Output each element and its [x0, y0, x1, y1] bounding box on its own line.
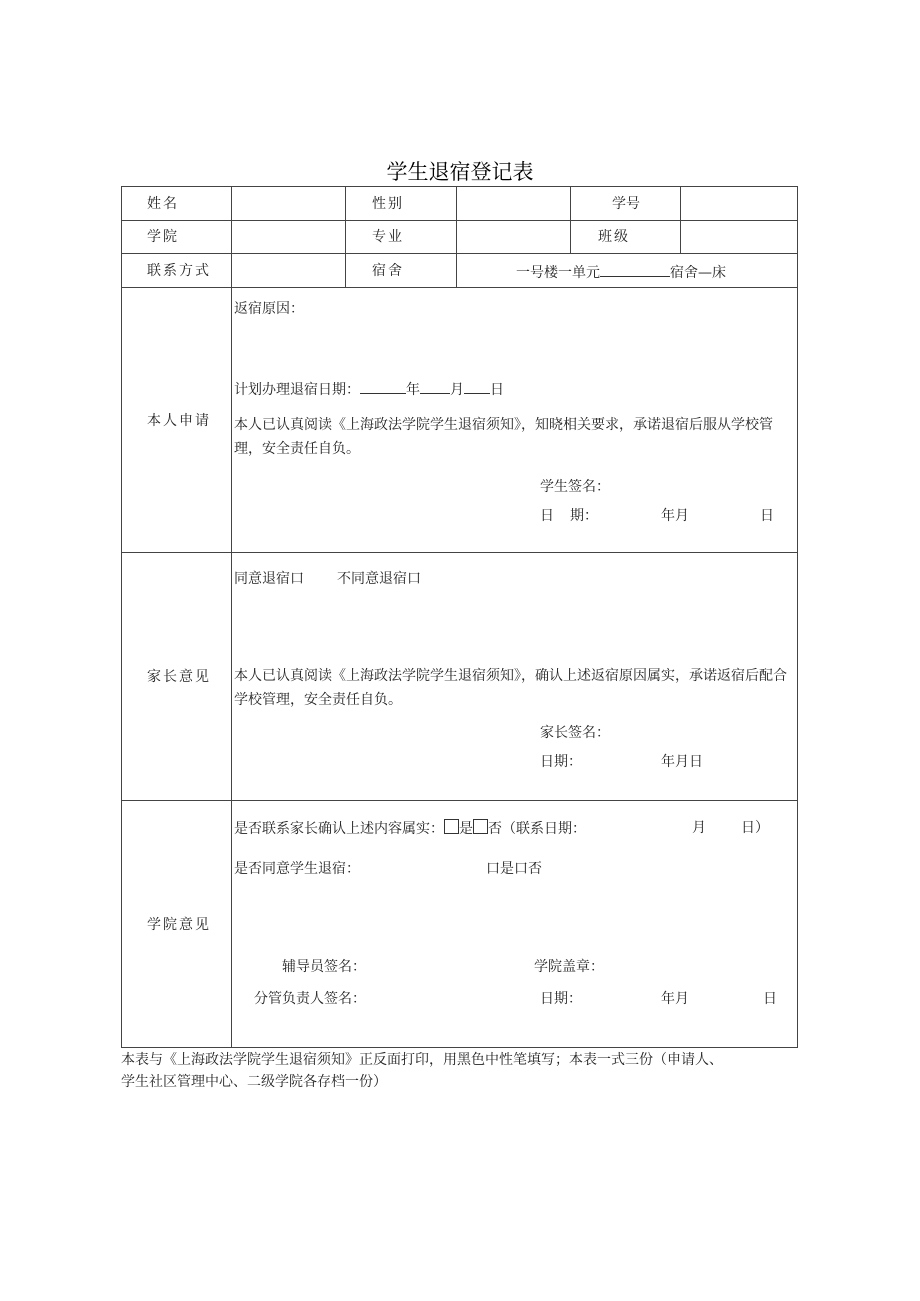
college-agree-label: 是否同意学生退宿：	[234, 861, 360, 877]
reason-field[interactable]	[234, 322, 789, 370]
contacted-yes-checkbox[interactable]	[444, 819, 459, 834]
plan-date-row[interactable]	[234, 379, 504, 399]
student-id-label: 学号	[612, 196, 640, 212]
parent-disagree-option[interactable]: 不同意退宿口	[337, 571, 421, 587]
contacted-row	[234, 819, 586, 838]
applicant-statement: 本人已认真阅读《上海政法学院学生退宿须知》，知晓相关要求，承诺退宿后服从学校管理，安全责任自负。	[234, 417, 773, 457]
college-label: 学院	[147, 229, 179, 245]
dorm-unit: 一单元	[558, 265, 600, 281]
dorm-room: 宿舍	[670, 265, 698, 281]
major-field[interactable]	[457, 221, 569, 252]
contact-month: 月	[692, 820, 706, 836]
contact-day: 日）	[741, 820, 769, 836]
plan-month-blank[interactable]	[420, 379, 450, 394]
contacted-no-label: 否（联系日期：	[488, 821, 586, 837]
contacted-label: 是否联系家长确认上述内容属实：	[234, 821, 444, 837]
college-date-day: 日	[763, 991, 777, 1007]
college-stamp-label: 学院盖章：	[534, 959, 604, 975]
college-section-label: 学院意见	[147, 917, 211, 933]
dorm-bed: —床	[698, 265, 726, 281]
college-field[interactable]	[232, 221, 344, 252]
plan-day-blank[interactable]	[464, 379, 490, 394]
name-field[interactable]	[232, 187, 344, 219]
name-label: 姓名	[147, 196, 179, 212]
class-field[interactable]	[681, 221, 796, 252]
college-date-label: 日期：	[540, 991, 582, 1007]
student-id-field[interactable]	[681, 187, 796, 219]
contact-field[interactable]	[232, 254, 344, 286]
contact-label: 联系方式	[147, 263, 211, 279]
gender-label: 性别	[372, 196, 404, 212]
applicant-date-label-a: 日	[540, 508, 554, 524]
applicant-date-day: 日	[760, 508, 774, 524]
class-label: 班级	[598, 229, 630, 245]
plan-year-unit: 年	[406, 382, 420, 398]
parent-statement: 本人已认真阅读《上海政法学院学生退宿须知》，确认上述返宿原因属实，承诺返宿后配合学校管理，安全责任自负。	[234, 668, 787, 708]
dorm-address[interactable]	[516, 262, 726, 282]
dorm-room-blank[interactable]	[600, 262, 670, 277]
reason-label: 返宿原因：	[234, 301, 304, 317]
leader-signature-label: 分管负责人签名：	[254, 991, 366, 1007]
plan-date-label: 计划办理退宿日期：	[234, 382, 360, 398]
plan-month-unit: 月	[450, 382, 464, 398]
parent-agree-option[interactable]: 同意退宿口	[234, 571, 304, 587]
college-agree-options[interactable]: 口是口否	[486, 861, 542, 877]
parent-date-value: 年月日	[661, 754, 703, 770]
parent-section-label: 家长意见	[147, 669, 211, 685]
major-label: 专业	[372, 229, 404, 245]
applicant-date-label-b: 期：	[570, 508, 598, 524]
applicant-date-yearmonth: 年月	[661, 508, 689, 524]
footnote-line1: 本表与《上海政法学院学生退宿须知》正反面打印，用黑色中性笔填写；本表一式三份（申请人、	[121, 1052, 723, 1068]
student-signature-label: 学生签名：	[540, 479, 610, 495]
college-date-yearmonth: 年月	[661, 991, 689, 1007]
gender-field[interactable]	[457, 187, 569, 219]
footnote-line2: 学生社区管理中心、二级学院各存档一份）	[121, 1074, 387, 1090]
dorm-building: 一号楼	[516, 265, 558, 281]
applicant-section-label: 本人申请	[147, 413, 211, 429]
contacted-no-checkbox[interactable]	[473, 819, 488, 834]
parent-signature-label: 家长签名：	[540, 725, 610, 741]
plan-year-blank[interactable]	[360, 379, 406, 394]
dorm-label: 宿舍	[372, 263, 404, 279]
plan-day-unit: 日	[490, 382, 504, 398]
page-title: 学生退宿登记表	[386, 160, 534, 184]
parent-date-label: 日期：	[540, 754, 582, 770]
contacted-yes-label: 是	[459, 821, 473, 837]
counselor-signature-label: 辅导员签名：	[282, 959, 366, 975]
